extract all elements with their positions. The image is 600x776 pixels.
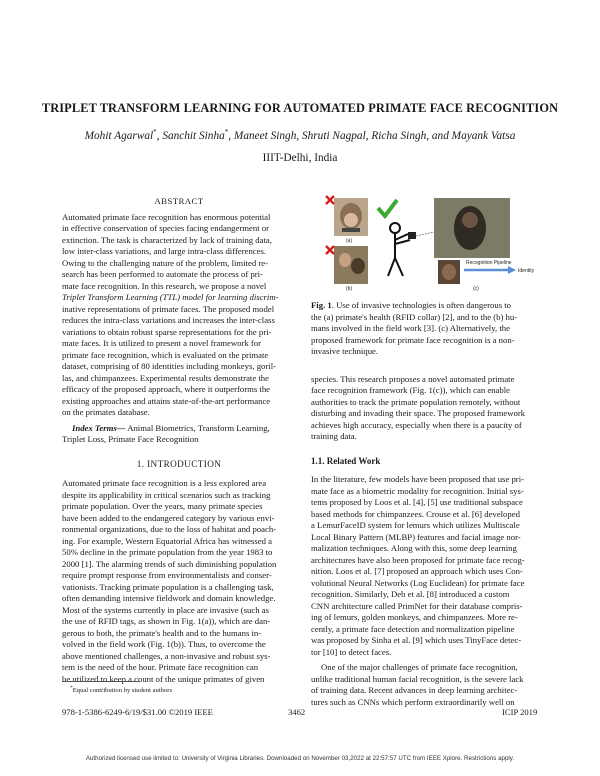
caption-line: mans involved in the field work [3]. (c) Alternatively, the <box>311 323 510 333</box>
red-cross-icon <box>326 246 334 254</box>
intro-line: the use of RFID tags, as shown in Fig. 1(a)), which are dan- <box>62 616 271 626</box>
abstract-line: existing approaches and attains state-of-the-art performance <box>62 395 271 406</box>
camera-icon <box>408 232 416 239</box>
challenges-line: tures such as CNNs which perform extraordinarily well on <box>311 696 515 707</box>
caption-line: invasive technique. <box>311 346 379 356</box>
intro-line: 50% decline in the primate population from the year 1983 to <box>62 547 273 557</box>
abstract-line: Triplet Transform Learning (TTL) model for learning discrim- <box>62 292 279 302</box>
intro-line: 2000 [1]. The alarming trends of such diminishing population <box>62 558 277 569</box>
related-line: ing of lemurs, golden monkeys, and chimpanzees. More re- <box>311 612 518 622</box>
red-cross-icon <box>326 196 334 204</box>
intro-line: require prompt response from environmentalists and conser- <box>62 570 272 580</box>
abstract-line: Automated primate face recognition has enormous potential <box>62 211 271 222</box>
related-line: nition. Loos et al. [7] proposed an approach which uses Con- <box>311 566 523 576</box>
face-crop-face <box>442 264 456 280</box>
intro-cont-line: authorities to track the primate population remotely, without <box>311 396 521 407</box>
paper-title: TRIPLET TRANSFORM LEARNING FOR AUTOMATED PRIMATE FACE RECOGNITION <box>41 101 559 115</box>
abstract-line: mate faces. It is utilized to present a novel framework for <box>62 338 262 348</box>
figure-panel-c <box>378 198 535 292</box>
related-line: CNN architecture called PrimNet for their database compris- <box>311 600 523 611</box>
abstract-line: inative representations of primate faces. The proposed model <box>62 303 275 314</box>
stick-figure-photographer <box>388 223 410 276</box>
footnote-rule <box>62 681 140 682</box>
related-line: recognition. Similarly, Deb et al. [8] introduced a custom <box>311 589 510 599</box>
panel-c-label: (c) <box>473 286 479 292</box>
abstract-line: in effective conservation of species facing endangerment or <box>62 223 270 233</box>
pipeline-label: Recognition Pipeline <box>466 260 512 266</box>
intro-cont-line: species. This research proposes a novel automated primate <box>311 373 515 384</box>
author-2: Sanchit Sinha <box>162 129 225 142</box>
figure-1-caption <box>311 300 545 358</box>
footnote-mark: * <box>70 685 73 691</box>
related-line: In the literature, few models have been proposed that use pri- <box>311 474 525 484</box>
intro-line: tem is the need of the hour. Primate face recognition can <box>62 662 259 672</box>
figure-panel-a <box>326 196 368 244</box>
abstract-line: reduces the intra-class variations and increases the inter-class <box>62 315 275 325</box>
caption-label: Fig. 1 <box>311 300 332 310</box>
monkey-muzzle <box>344 213 358 227</box>
footnote-text: Equal contribution by student authors <box>72 687 173 695</box>
intro-line: Most of the systems currently in place are invasive (such as <box>62 604 269 615</box>
abstract-heading: ABSTRACT <box>154 196 204 206</box>
related-line: tor [10] to detect faces. <box>311 646 392 657</box>
chimpanzee-face <box>462 212 478 228</box>
related-line: volutional Neural Networks (Log Euclidean) for primate face <box>311 577 525 588</box>
abstract-line: efficacy of the proposed approach, where it outperforms the <box>62 384 271 394</box>
abstract-line: las, and chimpanzees. Experimental results demonstrate the <box>62 372 269 383</box>
author-1: Mohit Agarwal <box>84 129 154 142</box>
figure-1 <box>318 194 544 294</box>
isbn-line: 978-1-5386-6249-6/19/$31.00 ©2019 IEEE <box>62 707 213 717</box>
abstract-line: Owing to the challenging nature of the problem, limited re- <box>62 257 269 268</box>
index-terms-line-1: Animal Biometrics, Transform Learning, <box>125 422 270 433</box>
intro-cont-line: achieves high accuracy, especially when there is a paucity of <box>311 419 522 430</box>
related-line: based methods for chimpanzees. Crouse et al. [6] developed <box>311 508 520 519</box>
intro-line: above mentioned challenges, a non-invasive and robust sys- <box>62 650 271 661</box>
related-line: Local Binary Pattern (MLBP) features and facial image nor- <box>311 531 521 542</box>
challenges-line: of training data. Recent advances in deep learning architec- <box>311 685 518 695</box>
panel-a-label: (a) <box>346 238 353 244</box>
related-line: tems proposed by Loos et al. [4], [5] use traditional subspace <box>311 497 523 507</box>
author-rest: , Maneet Singh, Shruti Nagpal, Richa Singh, and Mayank Vatsa <box>228 129 516 142</box>
challenges-line: unlike traditional human facial recognition, is the severe lack <box>311 673 524 684</box>
intro-continued <box>311 374 545 443</box>
identity-label: Identity <box>518 268 535 274</box>
primate-figure <box>351 258 365 274</box>
challenges-line: One of the major challenges of primate face recognition, <box>321 662 518 672</box>
index-terms <box>62 423 296 446</box>
abstract-line: mate face recognition. In this research, we propose a novel <box>62 280 267 291</box>
intro-line: primate population. Over the years, many primate species <box>62 501 263 511</box>
index-terms-line-2: Triplet Loss, Primate Face Recognition <box>62 434 199 444</box>
figure-panel-b <box>326 246 368 292</box>
intro-line: ing. For example, Western Equatorial Africa has witnessed a <box>62 535 272 546</box>
green-check-icon <box>378 200 397 216</box>
intro-line: Automated primate face recognition is a less explored area <box>62 478 267 488</box>
pipeline-arrow-icon <box>508 266 516 274</box>
intro-cont-line: face recognition framework (Fig. 1(c)), which can enable <box>311 385 510 395</box>
capture-ray <box>416 232 434 236</box>
related-line: architectures have also been proposed for primate face recog- <box>311 554 525 565</box>
panel-b-label: (b) <box>346 286 353 292</box>
intro-line: often demanding intensive fieldwork and domain knowledge. <box>62 593 276 603</box>
left-column <box>62 196 296 685</box>
abstract-line: search has been performed to automate the process of pri- <box>62 269 263 279</box>
related-work-body <box>311 474 545 658</box>
abstract-body <box>62 212 296 419</box>
caption-line: . Use of invasive technologies is often dangerous to <box>331 300 512 310</box>
affiliation: IIIT-Delhi, India <box>262 152 338 164</box>
challenges-paragraph <box>311 662 545 708</box>
intro-line: ronmental organizations, due to the loss of habitat and poach- <box>62 524 277 534</box>
right-column <box>311 300 545 708</box>
caption-line: proposed framework for primate face recognition is a non- <box>311 334 515 345</box>
caption-line: the (a) primate's health (RFID collar) [2], and to the (b) hu- <box>311 311 518 322</box>
intro-body <box>62 478 296 685</box>
rfid-collar <box>342 228 360 232</box>
intro-cont-line: disturbing and invading their space. The proposed framework <box>311 408 526 418</box>
related-line: mate face as a biometric modality for recognition. Initial sys- <box>311 485 524 496</box>
related-line: a LemurFaceID system for lemurs which utilizes Multiscale <box>311 520 520 530</box>
abstract-line: primate face recognition, which is evaluated on the primate <box>62 349 269 360</box>
intro-line: despite its applicability in critical scenarios such as tracking <box>62 489 271 500</box>
abstract-line: variations to obtain robust sparse representations for the pri- <box>62 326 272 337</box>
index-terms-label: Index Terms— <box>72 422 126 433</box>
intro-line: volved in the field work (Fig. 1(b)). Thus, to overcome the <box>62 639 266 649</box>
intro-heading: 1. INTRODUCTION <box>136 458 222 469</box>
conference-name: ICIP 2019 <box>502 707 538 717</box>
related-work-heading: 1.1. Related Work <box>311 455 381 466</box>
intro-line: vationists. Tracking primate population is a challenging task, <box>62 581 274 592</box>
related-line: malization techniques. Along with this, some deep learning <box>311 543 517 553</box>
intro-cont-line: training data. <box>311 431 357 441</box>
license-notice: Authorized licensed use limited to: University of Virginia Libraries. Downloaded on November 03,2022 at 22:57:57 UTC from IEEE Xplore. Restrictions apply. <box>85 755 515 762</box>
abstract-line: low inter-class variations, and large intra-class differences. <box>62 246 267 256</box>
abstract-line: on the primates database. <box>62 407 150 417</box>
footnote <box>70 685 172 694</box>
intro-line: be utilized to keep a count of the unique primates of given <box>62 673 265 684</box>
abstract-line: dataset, comprising of 80 identities including monkeys, goril- <box>62 361 277 371</box>
related-line: was proposed by Sinha et al. [9] which uses TinyFace detec- <box>311 635 522 645</box>
abstract-line: extinction. The task is characterized by lack of training data, <box>62 234 272 245</box>
page-number: 3462 <box>288 707 306 717</box>
author-sep: , <box>156 129 163 142</box>
intro-line: have been added to the endangered category by various envi- <box>62 512 275 523</box>
human-figure <box>339 253 351 267</box>
equal-contrib-mark-1: * <box>153 128 157 136</box>
equal-contrib-mark-2: * <box>224 128 229 136</box>
author-list <box>0 128 600 142</box>
related-line: cently, a primate face detection and normalization pipeline <box>311 623 515 634</box>
intro-line: gerous to both, the primate's health and to the humans in- <box>62 627 262 638</box>
